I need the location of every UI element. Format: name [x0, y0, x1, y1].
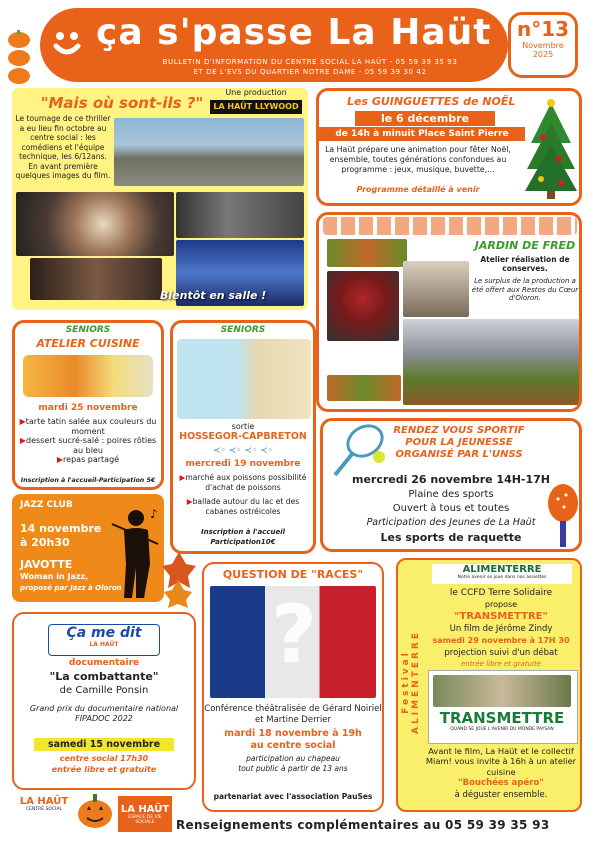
- film-soon-text: Bientôt en salle !: [160, 289, 267, 302]
- races-partner: partenariat avec l'association PauSes: [213, 792, 373, 801]
- guinguettes-date: le 6 décembre: [355, 111, 495, 126]
- cameidt-date: samedi 15 novembre: [34, 738, 174, 751]
- issue-number: n°13: [516, 17, 570, 41]
- festival-section: [396, 558, 582, 812]
- jardin-photo-kitchen: [403, 261, 469, 317]
- races-place: au centre social: [250, 740, 336, 751]
- races-pay: participation au chapeau: [246, 754, 340, 763]
- cameidt-logo-sub: LA HAÜT: [89, 641, 119, 648]
- cameidt-film: "La combattante": [49, 670, 159, 683]
- cuisine-illustration: [23, 355, 153, 397]
- cameidt-entry: entrée libre et gratuite: [51, 765, 157, 774]
- festival-org: le CCFD Terre Solidaire: [449, 588, 553, 598]
- festival-film: "TRANSMETTRE": [454, 611, 548, 622]
- jardin-photo-crates: [403, 319, 579, 405]
- footer-logo-evs: [118, 796, 172, 832]
- jazz-artist: JAVOTTE: [20, 558, 73, 571]
- hossegor-participation: Participation10€: [210, 538, 276, 546]
- sport-title: RENDEZ VOUS SPORTIF POUR LA JEUNESSE ORGANISÉ PAR L'UNSS: [393, 425, 525, 460]
- hossegor-section: [170, 320, 316, 554]
- film-photo-children: [176, 192, 304, 238]
- festival-after: Avant le film, La Haüt et le collectif Miam! vous invite à 16h à un atelier cuisine: [425, 746, 577, 777]
- hossegor-date: mercredi 19 novembre: [185, 459, 301, 469]
- cameidt-place: centre social 17h30: [59, 754, 149, 763]
- footer-logo-1-text: LA HAÜT: [19, 796, 69, 807]
- violinist-silhouette: [106, 504, 162, 600]
- smiley-logo: [44, 20, 90, 66]
- footer-logo-2-sub: ESPACE DE VIE SOCIALE: [128, 815, 162, 825]
- races-date: mardi 18 novembre à 19h: [224, 728, 362, 739]
- hossegor-title: HOSSEGOR-CAPBRETON: [179, 431, 307, 442]
- pumpkins-decoration: [6, 30, 32, 86]
- hossegor-map: [177, 339, 311, 419]
- festival-author: Un film de Jérôme Zindy: [449, 624, 553, 634]
- alimenterre-logo-text: ALIMENTERRE: [462, 564, 542, 575]
- cameidt-section: [12, 612, 196, 790]
- cuisine-tag: SENIORS: [65, 325, 111, 335]
- jardin-photo-pot: [327, 271, 399, 341]
- festival-end: à déguster ensemble.: [454, 790, 548, 800]
- header-subtitle-2: ET DE L'EVS DU QUARTIER NOTRE DAME - 05 59 39 30 42: [193, 68, 427, 76]
- races-title: QUESTION DE "RACES": [222, 568, 364, 581]
- film-photo-room: [30, 258, 162, 300]
- hossegor-item: ▶ballade autour du lac et des cabanes ostréicoles: [186, 497, 300, 516]
- christmas-tree-icon: [523, 97, 579, 201]
- jardin-section: [316, 212, 582, 412]
- cuisine-title: ATELIER CUISINE: [36, 337, 140, 350]
- guinguettes-title: Les GUINGUETTES de NOËL: [347, 95, 516, 108]
- jars-decoration: [323, 217, 577, 235]
- jardin-text: Le surplus de la production a été offert aux Restos du Cœur d'Oloron.: [471, 277, 579, 302]
- hossegor-item: ▶marché aux poissons possibilité d'achat de poissons: [179, 473, 307, 492]
- page-title: ça s'passe La Haüt: [96, 12, 492, 53]
- transmettre-poster-sub: QUAND SE JOUE L'AVENIR DU MONDE PAYSAN: [450, 727, 554, 732]
- guinguettes-section: [316, 88, 582, 206]
- hossegor-fish-icon: ≺◦ ≺◦ ≺◦ ≺◦: [213, 446, 273, 456]
- races-public: tout public à partir de 13 ans: [238, 764, 348, 773]
- issue-badge: [508, 12, 578, 78]
- jazz-subtitle: Woman in Jazz,: [20, 572, 89, 581]
- issue-month: Novembre: [522, 41, 564, 50]
- alimenterre-logo-sub: Notre avenir se joue dans nos assiettes: [457, 575, 547, 580]
- jazz-time: à 20h30: [20, 536, 70, 549]
- sport-date: mercredi 26 novembre 14H-17H: [351, 473, 551, 486]
- film-text: Le tournage de ce thriller a eu lieu fin octobre au centre social : les comédiens et l'équipe technique, les 6/12ans. En avant première quelques images du film.: [15, 114, 111, 180]
- cameidt-author: de Camille Ponsin: [59, 685, 149, 696]
- cuisine-inscription: Inscription à l'accueil-Participation 5€: [20, 477, 156, 484]
- film-photo-street: [114, 118, 304, 186]
- guinguettes-text: La Haüt prépare une animation pour fêter Noël, ensemble, toutes générations confondues au programme : jeux, musique, buvette,...: [325, 145, 511, 174]
- footer-info: Renseignements complémentaires au 05 59 39 35 93: [176, 818, 550, 832]
- film-section: [12, 88, 308, 310]
- hossegor-tag: SENIORS: [220, 325, 266, 335]
- sport-line-2: Ouvert à tous et toutes: [392, 503, 510, 514]
- races-question-mark: ?: [270, 588, 318, 681]
- footer-logo-1-sub: CENTRE SOCIAL: [26, 807, 62, 812]
- cuisine-section: [12, 320, 164, 490]
- jardin-subtitle: Atelier réalisation de conserves.: [480, 255, 570, 273]
- cameidt-logo: [48, 624, 160, 656]
- cameidt-logo-text: Ça me dit: [66, 625, 142, 641]
- races-text: Conférence théâtralisée de Gérard Noiriel et Martine Derrier: [204, 704, 382, 725]
- sport-line-4: Les sports de raquette: [380, 531, 522, 544]
- jazz-by: proposé par Jazz à Oloron: [20, 584, 122, 592]
- cameidt-type: documentaire: [68, 658, 140, 668]
- hollywood-logo: LA HAÜT LLYWOOD: [210, 100, 302, 114]
- jazz-title: JAZZ CLUB: [20, 500, 73, 510]
- festival-entry: entrée libre et gratuite: [460, 660, 541, 668]
- header-subtitle-1: BULLETIN D'INFORMATION DU CENTRE SOCIAL LA HAÜT - 05 59 39 35 93: [162, 58, 458, 66]
- transmettre-poster-photo: [433, 675, 571, 707]
- cuisine-item: ▶repas partagé: [56, 455, 120, 465]
- sport-line-1: Plaine des sports: [408, 489, 494, 500]
- festival-vertical-title: Festival ALIMENTERRE: [401, 630, 421, 734]
- hossegor-sortie: sortie: [231, 422, 255, 431]
- transmettre-poster-title: TRANSMETTRE: [439, 709, 565, 727]
- festival-apero: "Bouchées apéro": [458, 778, 544, 788]
- festival-projection: projection suivi d'un débat: [444, 648, 558, 658]
- transmettre-poster: [428, 670, 578, 744]
- footer-logo-2-text: LA HAÜT: [120, 804, 170, 815]
- jazz-date: 14 novembre: [20, 522, 102, 535]
- autumn-leaves-decoration: [162, 550, 196, 610]
- film-production-label: Une production: [225, 88, 287, 97]
- cameidt-prize: Grand prix du documentaire national FIPADOC 2022: [29, 704, 179, 723]
- festival-proposes: propose: [484, 600, 518, 609]
- guinguettes-time: de 14h à minuit Place Saint Pierre: [319, 127, 525, 141]
- svg-text:♪: ♪: [150, 507, 158, 521]
- jardin-photo-jars: [327, 239, 407, 267]
- guinguettes-program: Programme détaillé à venir: [356, 185, 480, 194]
- film-title: "Mais où sont-ils ?": [40, 94, 204, 112]
- issue-year: 2025: [532, 50, 554, 59]
- jardin-photo-jars-bottom: [327, 375, 401, 401]
- film-photo-tunnel: [16, 192, 174, 256]
- jardin-title: JARDIN DE FRED: [474, 239, 576, 252]
- hossegor-inscription: Inscription à l'accueil: [201, 528, 285, 536]
- padel-racket-icon: [545, 481, 581, 551]
- footer-logo-centre-social: [18, 796, 70, 832]
- pumpkin-icon: [76, 790, 114, 830]
- cuisine-item: ▶tarte tatin salée aux couleurs du moment: [19, 417, 157, 436]
- cuisine-items: [17, 417, 159, 465]
- jazz-section: [12, 494, 164, 602]
- cuisine-date: mardi 25 novembre: [38, 403, 138, 413]
- festival-date: samedi 29 novembre à 17H 30: [432, 636, 570, 645]
- sport-section: [320, 418, 582, 552]
- races-section: [202, 562, 384, 812]
- cuisine-item: ▶dessert sucré-salé : poires rôties au bleu: [19, 436, 157, 455]
- sport-line-3: Participation des Jeunes de La Haüt: [366, 517, 536, 528]
- alimenterre-logo: [432, 564, 572, 584]
